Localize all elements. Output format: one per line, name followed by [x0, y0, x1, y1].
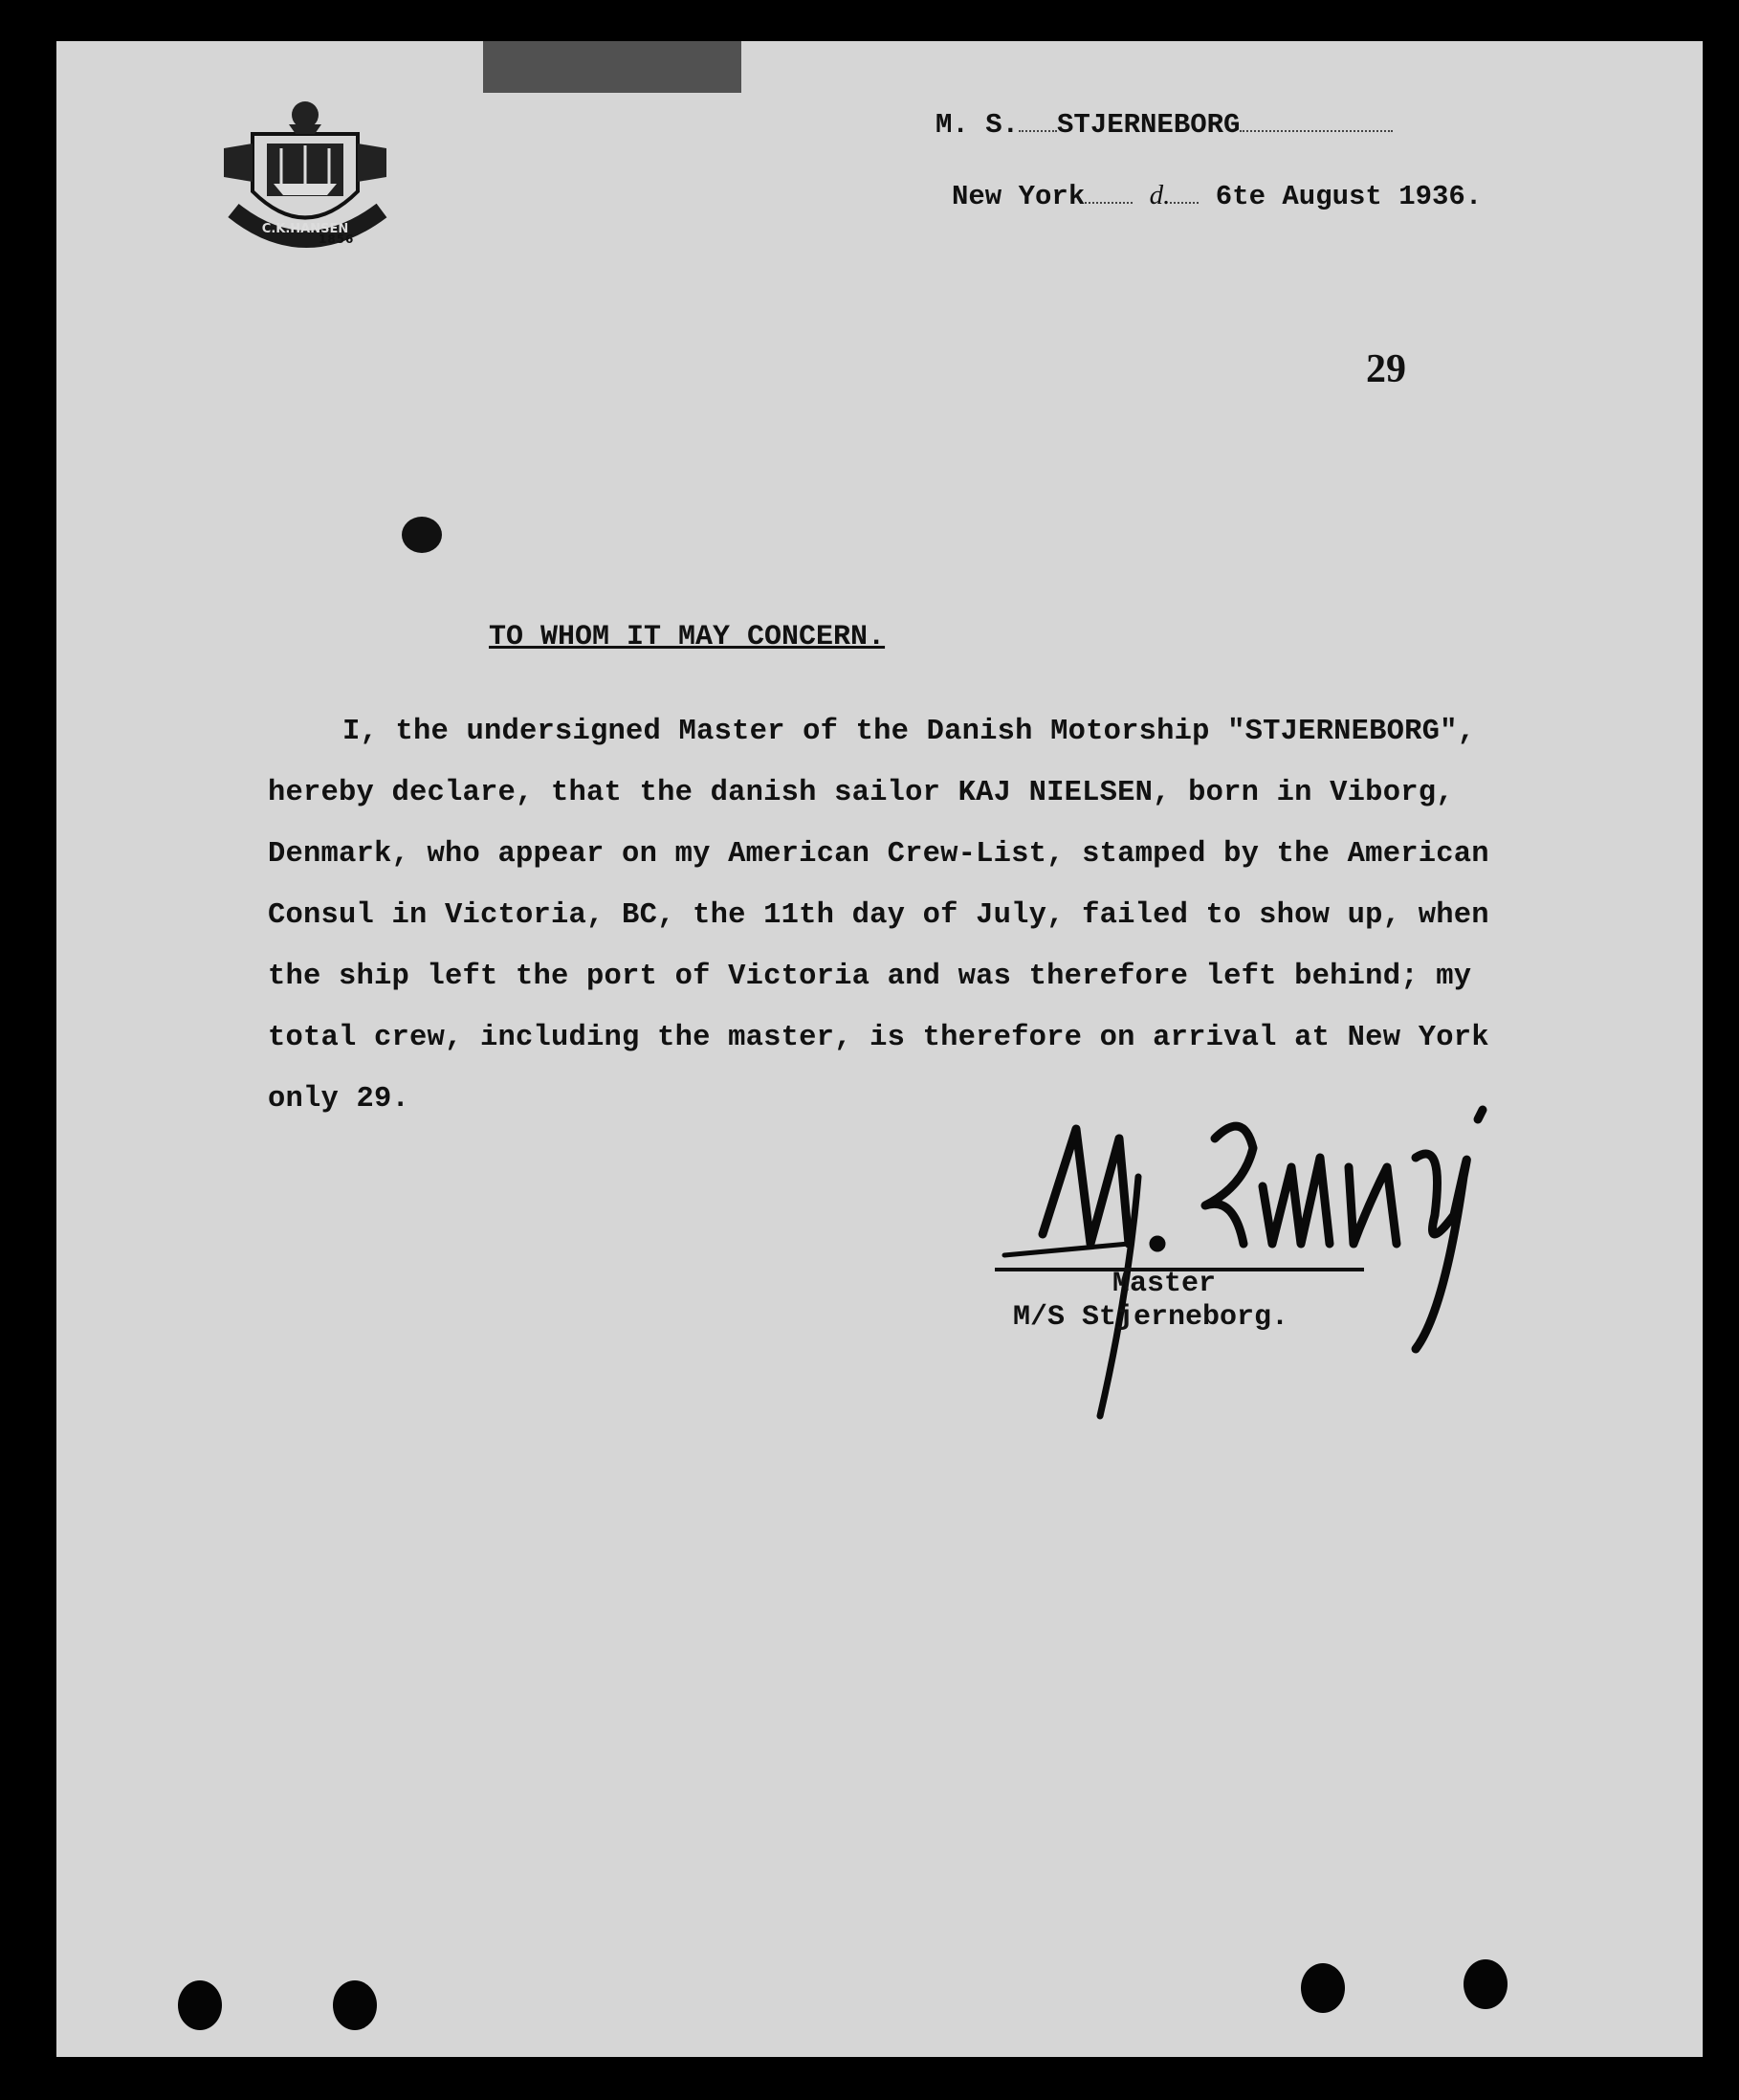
body-line: Denmark, who appear on my American Crew-List, stamped by the American: [268, 838, 1489, 871]
place-date-line: [952, 180, 1482, 212]
punch-hole: [333, 1980, 377, 2030]
logo-year: 1856: [319, 232, 355, 246]
punch-hole: [178, 1980, 222, 2030]
ship-name: STJERNEBORG: [1057, 109, 1241, 141]
d-label: d.: [1149, 180, 1171, 210]
body-line: the ship left the port of Victoria and was therefore left behind; my: [268, 961, 1472, 993]
body-line: I, the undersigned Master of the Danish Motorship "STJERNEBORG",: [342, 716, 1476, 748]
body-line: hereby declare, that the danish sailor KAJ NIELSEN, born in Viborg,: [268, 777, 1454, 809]
ink-blot: [402, 517, 442, 553]
page-number: 29: [1366, 347, 1406, 391]
city: New York: [952, 181, 1086, 212]
signatory-vessel: M/S Stjerneborg.: [1013, 1301, 1289, 1334]
tape-mark: [483, 41, 741, 93]
signatory-title: Master: [1112, 1268, 1217, 1300]
ship-line: [936, 109, 1393, 141]
ship-prefix: M. S.: [936, 109, 1020, 141]
body-line: only 29.: [268, 1083, 410, 1116]
company-logo-icon: [214, 77, 396, 258]
handwritten-signature: [985, 1100, 1521, 1426]
punch-hole: [1464, 1959, 1508, 2009]
body-line: total crew, including the master, is therefore on arrival at New York: [268, 1022, 1489, 1054]
logo-text: C.K.HANSEN: [261, 222, 349, 236]
punch-hole: [1301, 1963, 1345, 2013]
letter-heading: TO WHOM IT MAY CONCERN.: [489, 621, 886, 653]
body-line: Consul in Victoria, BC, the 11th day of July, failed to show up, when: [268, 899, 1489, 932]
letter-date: 6te August 1936.: [1215, 181, 1483, 212]
